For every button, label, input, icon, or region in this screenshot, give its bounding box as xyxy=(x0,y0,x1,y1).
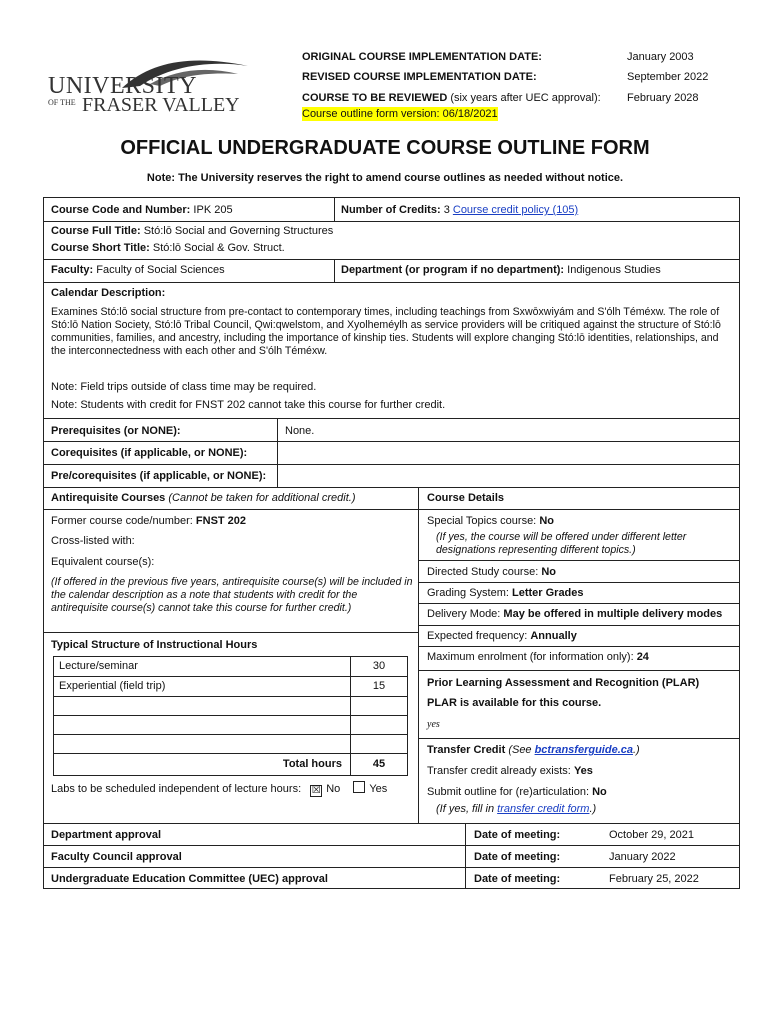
directed-study-value: No xyxy=(541,566,557,578)
plar-available: PLAR is available for this course. xyxy=(427,697,602,709)
hours-row-value[interactable]: 30 xyxy=(372,660,386,672)
calendar-note-credit: Note: Students with credit for FNST 202 cannot take this course for further credit. xyxy=(51,399,446,411)
corequisites-value[interactable] xyxy=(285,446,725,460)
former-course-field[interactable]: Former course code/number: FNST 202 xyxy=(51,515,247,527)
equivalent-courses-field[interactable]: Equivalent course(s): xyxy=(51,556,155,568)
transfer-exists-value: Yes xyxy=(573,765,593,777)
review-date-label: COURSE TO BE REVIEWED xyxy=(302,92,448,104)
special-topics-field[interactable]: Special Topics course: No xyxy=(427,515,554,527)
antirequisite-heading: Antirequisite Courses (Cannot be taken for additional credit.) xyxy=(51,492,356,504)
credits-field[interactable]: Number of Credits: 3 Course credit policy (105) xyxy=(341,204,579,216)
delivery-mode-field[interactable]: Delivery Mode: May be offered in multiple delivery modes xyxy=(427,608,723,620)
special-topics-note: (If yes, the course will be offered under different letter designations representing different topics.) xyxy=(436,531,687,556)
instructional-hours-label: Typical Structure of Instructional Hours xyxy=(51,639,258,651)
full-title-field[interactable]: Course Full Title: Stó:lō Social and Governing Structures xyxy=(51,225,334,237)
antirequisite-note: (If offered in the previous five years, antirequisite course(s) will be included in the calendar description as a note that students with credit for the antirequisite course(s) cannot take this course for further credit.) xyxy=(51,576,413,614)
hours-row-value[interactable]: 15 xyxy=(372,680,386,692)
corequisites-label: Corequisites (if applicable, or NONE): xyxy=(51,447,248,459)
revised-date-label: REVISED COURSE IMPLEMENTATION DATE: xyxy=(302,71,537,83)
prerequisites-value[interactable]: None. xyxy=(285,425,315,437)
uec-date-label: Date of meeting: xyxy=(474,873,561,885)
calendar-description-label: Calendar Description: xyxy=(51,287,166,299)
department-field[interactable]: Department (or program if no department): Indigenous Studies xyxy=(341,264,661,276)
course-code-value: IPK 205 xyxy=(193,204,233,216)
course-code-field[interactable]: Course Code and Number: IPK 205 xyxy=(51,204,233,216)
review-date-note: (six years after UEC approval): xyxy=(450,92,601,104)
hours-row-name: Lecture/seminar xyxy=(59,660,138,672)
max-enrolment-field[interactable]: Maximum enrolment (for information only): 24 xyxy=(427,651,649,663)
form-version: Course outline form version: 06/18/2021 xyxy=(302,108,498,120)
special-topics-value: No xyxy=(539,515,554,527)
revised-date-value: September 2022 xyxy=(627,71,709,83)
faculty-council-approval-label: Faculty Council approval xyxy=(51,851,182,863)
review-date-value: February 2028 xyxy=(627,92,699,104)
grading-system-field[interactable]: Grading System: Letter Grades xyxy=(427,587,584,599)
labs-no-checkbox[interactable]: ☒ No xyxy=(311,783,341,796)
directed-study-field[interactable]: Directed Study course: No xyxy=(427,566,557,578)
hours-row-name: Experiential (field trip) xyxy=(59,680,166,692)
hours-row-value[interactable] xyxy=(351,718,407,732)
precorequisites-label: Pre/corequisites (if applicable, or NONE): xyxy=(51,470,267,482)
calendar-description[interactable]: Examines Stó:lō social structure from pre-contact to contemporary times, including teachings from Sxwōxwiyám and S'ólh Téméxw. The role of Stó:lō Nation Society, Stó:lō Tribal Council, Qwi:qwelstom, and Xyolheméylh as service providers will be critiqued against the structure of Stó:lō communities, families, and ancestry, including the importance of kinship ties. Students will explore changing Stó:lō identities, relationships, and the interconnectedness with each other and S'ólh Téméxw. xyxy=(51,306,721,357)
expected-frequency-field[interactable]: Expected frequency: Annually xyxy=(427,630,577,642)
total-hours-value: 45 xyxy=(372,758,386,770)
full-title-value: Stó:lō Social and Governing Structures xyxy=(143,225,334,237)
bctransferguide-link[interactable]: bctransferguide.ca xyxy=(534,744,633,756)
labs-yes-checkbox[interactable]: Yes xyxy=(353,783,387,795)
short-title-value: Stó:lō Social & Gov. Struct. xyxy=(152,242,285,254)
transfer-exists-field[interactable]: Transfer credit already exists: Yes xyxy=(427,765,593,777)
department-approval-label: Department approval xyxy=(51,829,162,841)
credits-value: 3 xyxy=(443,204,450,216)
submit-outline-value: No xyxy=(592,786,607,798)
faculty-field[interactable]: Faculty: Faculty of Social Sciences xyxy=(51,264,225,276)
prerequisites-label: Prerequisites (or NONE): xyxy=(51,425,181,437)
former-course-value: FNST 202 xyxy=(195,515,247,527)
department-approval-date-label: Date of meeting: xyxy=(474,829,561,841)
calendar-note-fieldtrips: Note: Field trips outside of class time may be required. xyxy=(51,381,317,393)
grading-system-value: Letter Grades xyxy=(511,587,584,599)
labs-row: Labs to be scheduled independent of lecture hours: ☒ No Yes xyxy=(51,783,388,796)
plar-heading: Prior Learning Assessment and Recognition (PLAR) xyxy=(427,677,700,689)
precorequisites-value[interactable] xyxy=(285,469,725,483)
cross-listed-field[interactable]: Cross-listed with: xyxy=(51,535,135,547)
department-approval-date[interactable]: October 29, 2021 xyxy=(609,829,695,841)
faculty-council-date-label: Date of meeting: xyxy=(474,851,561,863)
logo-line2a: OF THE xyxy=(48,98,76,107)
uec-approval-label: Undergraduate Education Committee (UEC) approval xyxy=(51,873,328,885)
department-value: Indigenous Studies xyxy=(567,264,661,276)
review-date-row xyxy=(302,91,601,105)
orig-date-value: January 2003 xyxy=(627,51,694,63)
faculty-value: Faculty of Social Sciences xyxy=(96,264,225,276)
max-enrolment-value: 24 xyxy=(636,651,649,663)
delivery-mode-value: May be offered in multiple delivery modes xyxy=(503,608,723,620)
submit-outline-field[interactable]: Submit outline for (re)articulation: No xyxy=(427,786,607,798)
total-hours-label: Total hours xyxy=(282,758,342,770)
logo-line1: UNIVERSITY xyxy=(48,73,197,99)
orig-date-label: ORIGINAL COURSE IMPLEMENTATION DATE: xyxy=(302,51,542,63)
logo-line2b: FRASER VALLEY xyxy=(82,94,240,116)
transfer-form-note: (If yes, fill in transfer credit form.) xyxy=(436,803,597,815)
hours-row-value[interactable] xyxy=(351,699,407,713)
amend-note: Note: The University reserves the right to amend course outlines as needed without notice. xyxy=(146,172,624,184)
faculty-council-date[interactable]: January 2022 xyxy=(609,851,676,863)
expected-frequency-value: Annually xyxy=(530,630,577,642)
transfer-credit-form-link[interactable]: transfer credit form xyxy=(497,803,590,815)
university-logo xyxy=(40,52,250,122)
plar-value[interactable]: yes xyxy=(427,719,440,730)
hours-row-name[interactable] xyxy=(59,699,344,713)
course-details-heading: Course Details xyxy=(427,492,505,504)
short-title-field[interactable]: Course Short Title: Stó:lō Social & Gov. Struct. xyxy=(51,242,285,254)
page-title: OFFICIAL UNDERGRADUATE COURSE OUTLINE FORM xyxy=(120,137,650,159)
uec-date[interactable]: February 25, 2022 xyxy=(609,873,699,885)
hours-row-name[interactable] xyxy=(59,718,344,732)
transfer-credit-heading: Transfer Credit (See bctransferguide.ca.) xyxy=(427,744,640,756)
credit-policy-link[interactable]: Course credit policy (105) xyxy=(452,204,579,216)
